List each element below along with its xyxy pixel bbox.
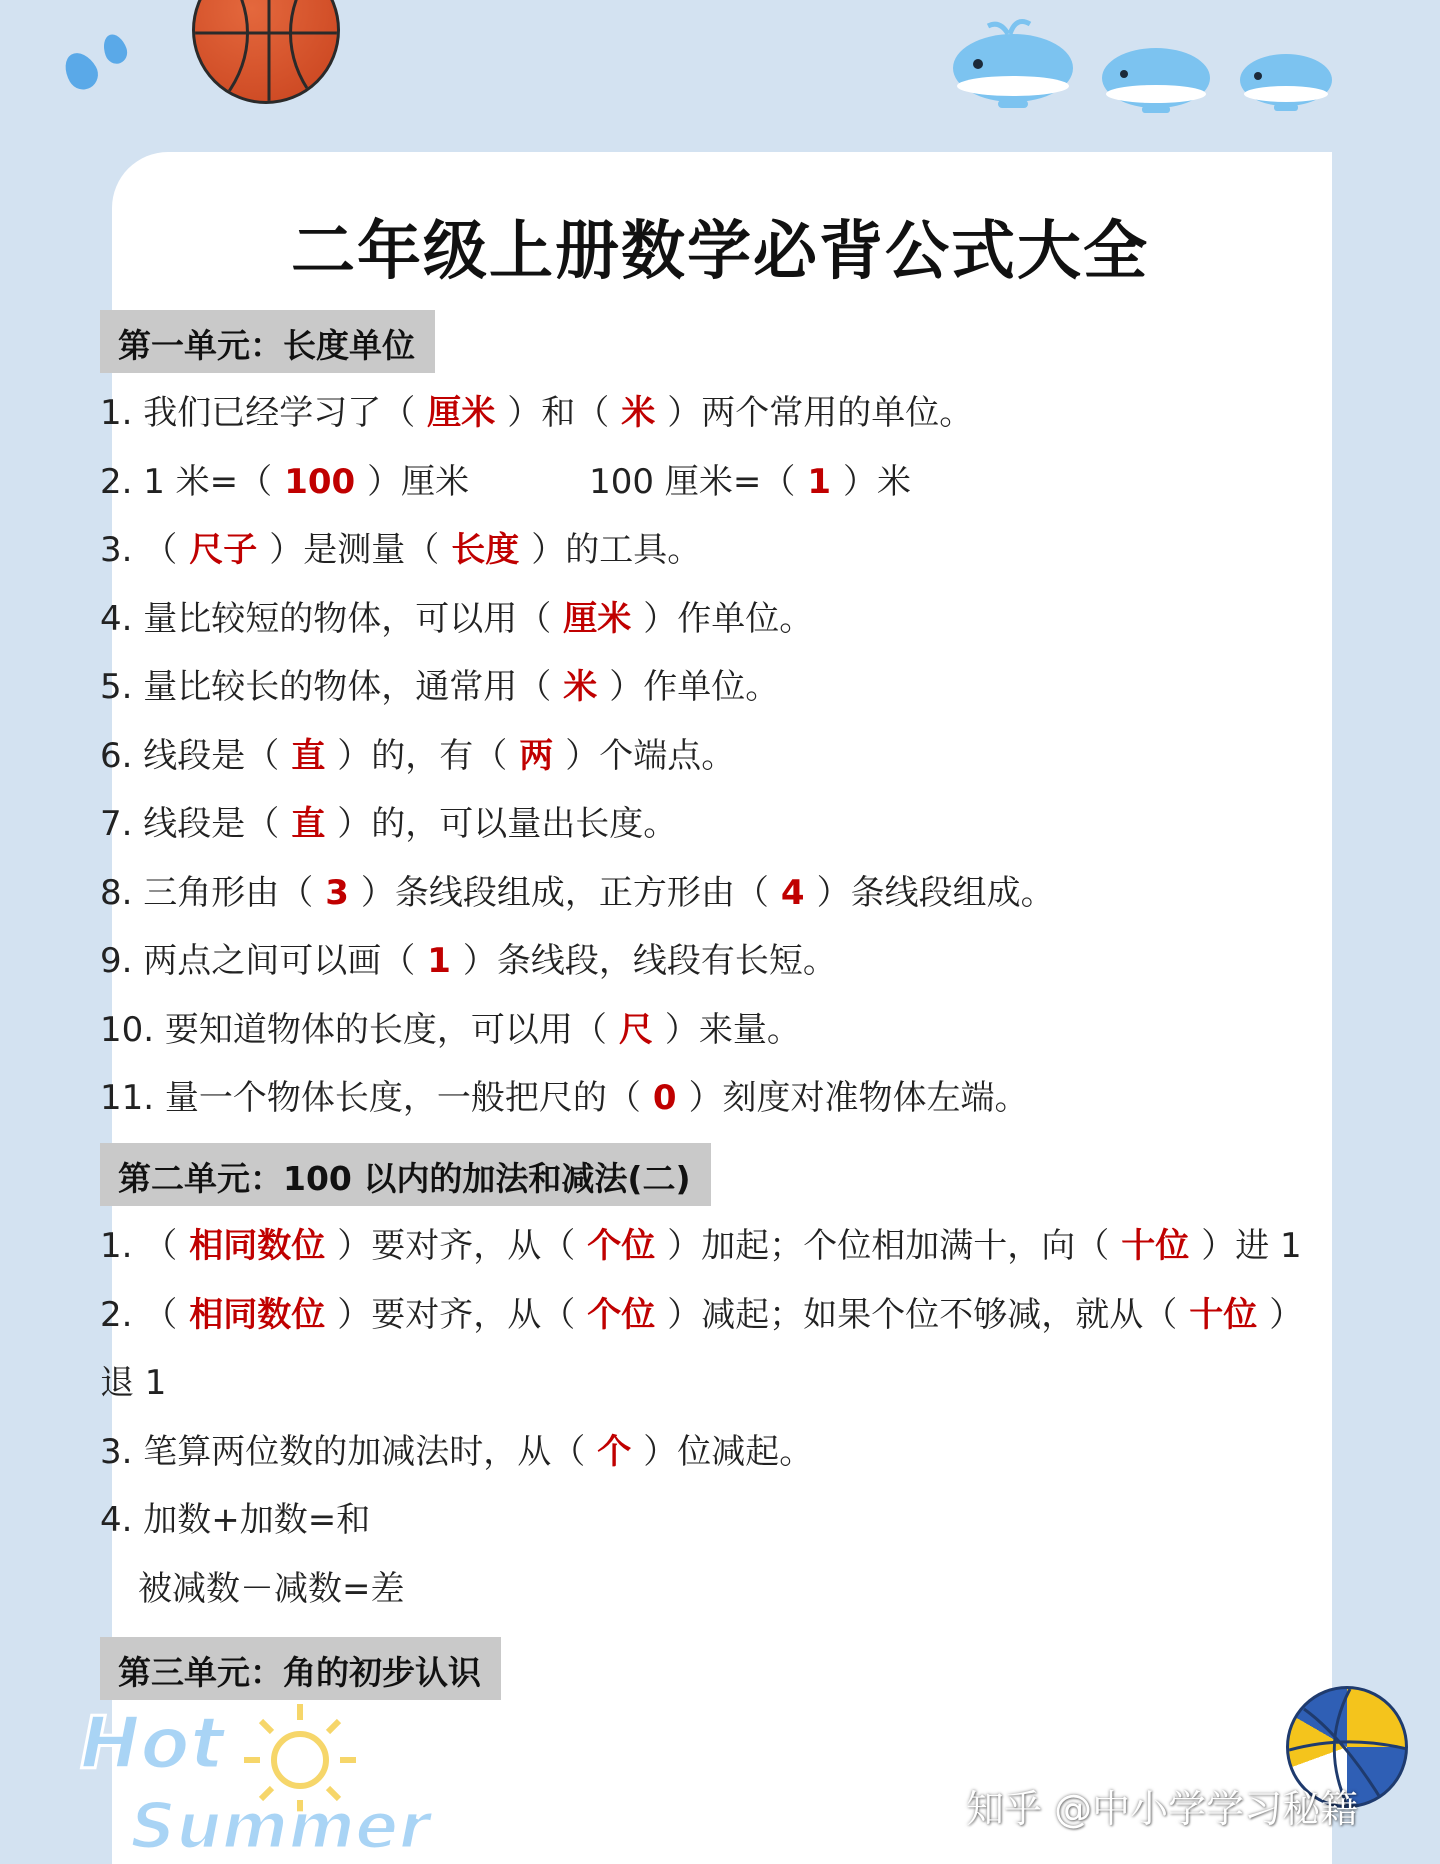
- unit1-header: 第一单元：长度单位: [100, 310, 435, 373]
- unit3-header: 第三单元：角的初步认识: [100, 1637, 501, 1700]
- page-title: 二年级上册数学必背公式大全: [291, 215, 1149, 289]
- whale-icon: [1236, 38, 1336, 120]
- watermark: 知乎 @中小学学习秘籍: [966, 1787, 1359, 1831]
- unit2-line-5: 被减数－减数=差: [138, 1568, 405, 1609]
- unit1-line-10: 10. 要知道物体的长度，可以用（ 尺 ）来量。: [100, 1009, 801, 1050]
- unit1-line-8: 8. 三角形由（ 3 ）条线段组成，正方形由（ 4 ）条线段组成。: [100, 872, 1055, 913]
- answer: 米: [621, 393, 656, 433]
- basketball-icon: [192, 0, 340, 104]
- answer: 4: [780, 872, 805, 913]
- unit2-header: 第二单元：100 以内的加法和减法(二): [100, 1143, 711, 1206]
- answer: 两: [519, 735, 554, 776]
- answer: 尺: [618, 1009, 653, 1050]
- unit1-line-6: 6. 线段是（ 直 ）的，有（ 两 ）个端点。: [100, 735, 736, 776]
- unit1-line-5: 5. 量比较长的物体，通常用（ 米 ）作单位。: [100, 667, 780, 707]
- answer: 厘米: [427, 393, 496, 433]
- answer: 相同数位: [189, 1226, 326, 1266]
- hot-summer-logo: [70, 1690, 450, 1860]
- answer: 1: [807, 461, 832, 502]
- unit2-line-2-cont: 退 1: [100, 1363, 167, 1403]
- unit2-line-4: 4. 加数+加数=和: [100, 1500, 371, 1540]
- unit1-line-4: 4. 量比较短的物体，可以用（ 厘米 ）作单位。: [100, 598, 814, 639]
- answer: 长度: [451, 530, 520, 570]
- answer: 3: [325, 872, 349, 913]
- whale-icon: [1098, 30, 1214, 122]
- water-drop-icon: [59, 47, 104, 95]
- unit2-line-3: 3. 笔算两位数的加减法时，从（ 个 ）位减起。: [100, 1431, 814, 1472]
- answer: 个: [597, 1431, 632, 1472]
- unit2-line-1: 1. （ 相同数位 ）要对齐，从（ 个位 ）加起；个位相加满十，向（ 十位 ）进 1: [100, 1226, 1302, 1266]
- answer: 十位: [1121, 1226, 1190, 1266]
- unit2-section: [100, 1143, 1370, 1623]
- answer: 米: [563, 667, 598, 707]
- answer: 个位: [587, 1226, 656, 1266]
- unit1-line-2: 2. 1 米=（ 100 ）厘米 100 厘米=（ 1 ）米: [100, 461, 912, 502]
- answer: 1: [427, 941, 451, 981]
- unit1-line-3: 3. （ 尺子 ）是测量（ 长度 ）的工具。: [100, 530, 702, 570]
- unit2-line-2: 2. （ 相同数位 ）要对齐，从（ 个位 ）减起；如果个位不够减，就从（ 十位 ）: [100, 1294, 1304, 1335]
- answer: 直: [291, 735, 326, 776]
- whale-icon: [948, 6, 1078, 116]
- unit1-section: [100, 310, 1370, 1133]
- answer: 个位: [587, 1294, 656, 1335]
- summer-text: Summer: [130, 1790, 430, 1860]
- answer: 尺子: [189, 530, 258, 570]
- water-drop-icon: [100, 31, 131, 67]
- answer: 直: [291, 804, 326, 844]
- answer: 100: [284, 461, 356, 502]
- unit1-line-7: 7. 线段是（ 直 ）的，可以量出长度。: [100, 804, 678, 844]
- unit1-line-1: 1. 我们已经学习了（ 厘米 ）和（ 米 ）两个常用的单位。: [100, 393, 974, 433]
- answer: 0: [652, 1078, 677, 1118]
- answer: 十位: [1189, 1294, 1258, 1335]
- unit1-line-11: 11. 量一个物体长度，一般把尺的（ 0 ）刻度对准物体左端。: [100, 1078, 1029, 1118]
- unit1-line-9: 9. 两点之间可以画（ 1 ）条线段，线段有长短。: [100, 941, 837, 981]
- hot-text: Hot: [80, 1701, 225, 1785]
- answer: 相同数位: [189, 1294, 326, 1335]
- answer: 厘米: [563, 598, 632, 639]
